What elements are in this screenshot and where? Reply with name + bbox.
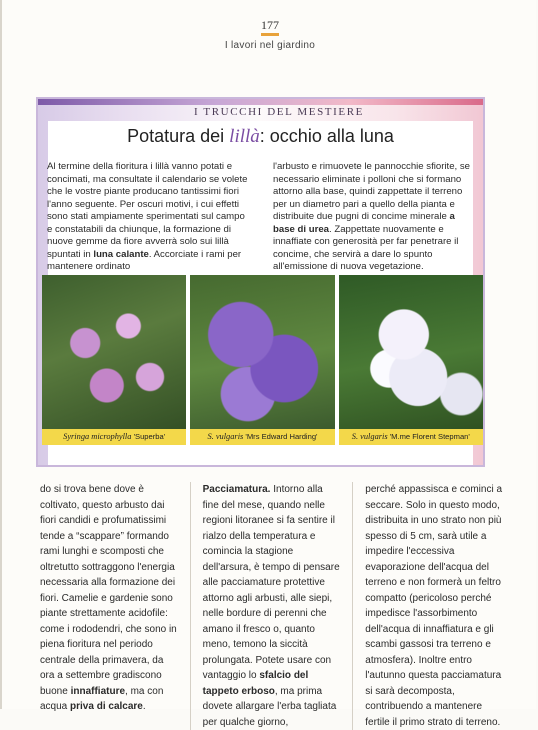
photo-florent-stepman [339,275,483,445]
body-column-2: Pacciamatura. Intorno alla fine del mese, quando nelle regioni litoranee si fa sentire il rialzo della temperatura e comincia la stagione dell'arsura, è tempo di pensare alle pacciamature protettive attorno agli arbusti, alle siepi, nelle bordure di perenni che amano il fresco o, quanto meno, temono la siccità prolungata. Potete usare con vantaggio lo sfalcio del tappeto erboso, ma prima dovete allargare l'erba tagliata per qualche giorno, [202,484,340,728]
tip-column-2: l'arbusto e rimuovete le pannocchie sfiorite, se necessario eliminate i polloni che si formano attorno alla base, quindi zappettate il terreno per un diametro pari a quello della pianta e distribuite due pugni di concime minerale a base di urea. Zappettate nuovamente e innaffiate con generosità per far penetrare il concime, che servirà a dare lo spunto all'emissione di nuova vegetazione. [273,161,471,273]
photo-caption: S. vulgaris 'M.me Florent Stepman' [339,429,483,445]
tip-title-lilla: lillà [229,126,260,147]
tip-box [36,97,485,467]
running-title: I lavori nel giardino [224,40,316,51]
photo-mrs-edward-harding [190,275,334,445]
photo-strip [38,275,487,445]
tip-text [47,161,477,274]
photo-caption: Syringa microphylla 'Superba' [42,429,186,445]
tip-kicker: I TRUCCHI DEL MESTIERE [194,106,364,118]
tip-title: Potatura dei lillà: occhio alla luna [127,126,394,147]
body-column-1: do si trova bene dove è coltivato, questo arbusto dai fiori candidi e profumatissimi tende a “scappare” formando rami lunghi e scomposti che oltretutto sottraggono l'energia necessaria alla formazione dei fiori. Camelie e gardenie sono piante strettamente acidofile: come i rododendri, che sono in piena fioritura nel periodo centrale della primavera, da ora a settembre gradiscono buone innaffiature, ma con acqua priva di calcare. [40,484,177,712]
tip-column-1: Al termine della fioritura i lillà vanno potati e concimati, ma consultate il calendario se volete che le vostre piante producano tantissimi fiori l'anno seguente. Per oscuri motivi, i cui effetti sono stati ampiamente sperimentati sul campo e constatabili da chiunque, la formazione di nuove gemme da fiore avverrà solo sui lillà spuntati in luna calante. Accorciate i rami per mantenere ordinato [47,161,248,273]
tip-box-top-band [38,99,483,105]
body-text [40,482,503,730]
photo-caption: S. vulgaris 'Mrs Edward Harding' [190,429,334,445]
photo-syringa-microphylla [42,275,186,445]
page-header [2,16,538,51]
column-divider [190,482,191,730]
body-column-3: perché appassisca e cominci a seccare. Solo in questo modo, distribuita in uno strato non più spesso di 5 cm, sarà utile a impedire l'eccessiva evaporazione dell'acqua del terreno e non formerà un feltro compatto (pericoloso perché impedisce l'assorbimento dell'acqua di innaffiatura e gli scambi gassosi tra terreno e atmosfera). Inoltre entro l'autunno questa pacciamatura si sarà decomposta, contribuendo a mantenere fertile il primo strato di terreno. [365,484,503,728]
column-divider [352,482,353,730]
page-number: 177 [261,19,279,36]
